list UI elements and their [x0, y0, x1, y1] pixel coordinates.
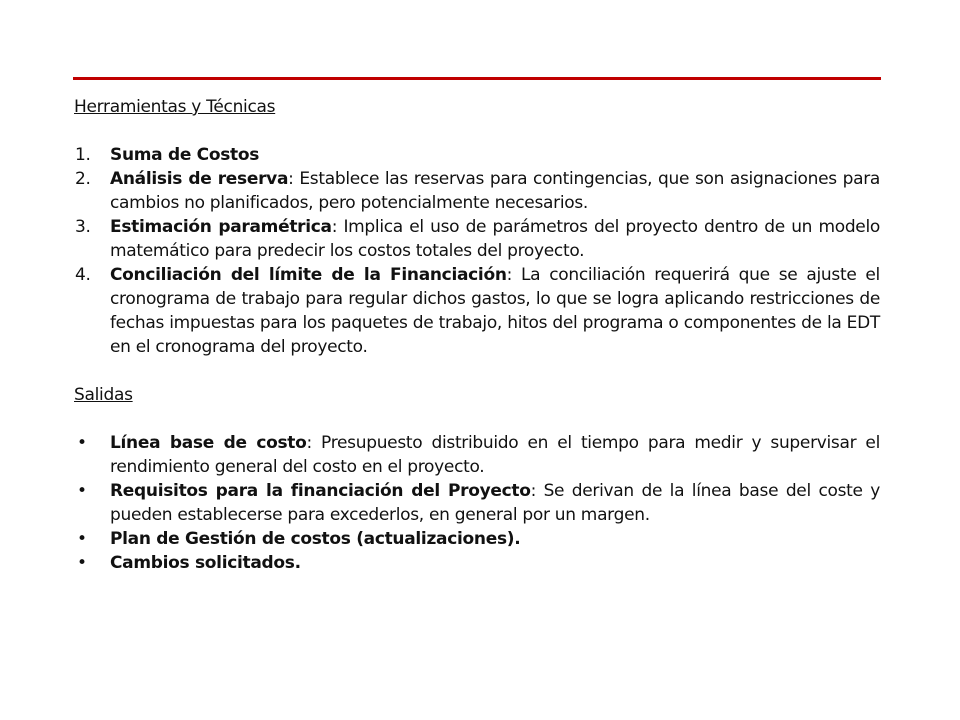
- list-item: [74, 527, 880, 551]
- item-term: Requisitos para la financiación del Proyecto: [110, 481, 531, 501]
- item-term: Análisis de reserva: [110, 169, 289, 189]
- item-term: Cambios solicitados.: [110, 553, 301, 573]
- item-term: Suma de Costos: [110, 145, 260, 165]
- item-description: : La conciliación requerirá que se ajuste el cronograma de trabajo para regular dichos gastos, lo que se logra aplicando restricciones de fechas impuestas para los paquetes de trabajo, hitos del programa o componentes de la EDT en el cronograma del proyecto.: [110, 265, 880, 357]
- bullet-marker: •: [77, 529, 87, 549]
- bullet-marker: •: [77, 481, 87, 501]
- slide-content: [74, 95, 880, 575]
- list-item: [74, 167, 880, 215]
- list-number: 4.: [75, 265, 91, 285]
- item-term: Plan de Gestión de costos (actualizaciones).: [110, 529, 521, 549]
- section-heading-salidas: Salidas: [74, 385, 133, 405]
- list-item: [74, 551, 880, 575]
- item-description: : Presupuesto distribuido en el tiempo para medir y supervisar el rendimiento general del costo en el proyecto.: [110, 433, 880, 477]
- list-item: [74, 215, 880, 263]
- list-item: [74, 263, 880, 359]
- list-number: 2.: [75, 169, 91, 189]
- item-description: : Implica el uso de parámetros del proyecto dentro de un modelo matemático para predecir los costos totales del proyecto.: [110, 217, 880, 261]
- item-description: : Establece las reservas para contingencias, que son asignaciones para cambios no planificados, pero potencialmente necesarios.: [110, 169, 880, 213]
- list-number: 3.: [75, 217, 91, 237]
- item-term: Línea base de costo: [110, 433, 307, 453]
- herramientas-list: [74, 143, 880, 359]
- bullet-marker: •: [77, 553, 87, 573]
- section-heading-herramientas: Herramientas y Técnicas: [74, 97, 276, 117]
- salidas-list: [74, 431, 880, 575]
- top-divider: [73, 77, 881, 80]
- item-description: : Se derivan de la línea base del coste y pueden establecerse para excederlos, en general por un margen.: [110, 481, 880, 525]
- list-item: [74, 143, 880, 167]
- bullet-marker: •: [77, 433, 87, 453]
- item-term: Conciliación del límite de la Financiación: [110, 265, 507, 285]
- list-number: 1.: [75, 145, 91, 165]
- list-item: [74, 431, 880, 479]
- list-item: [74, 479, 880, 527]
- item-term: Estimación paramétrica: [110, 217, 332, 237]
